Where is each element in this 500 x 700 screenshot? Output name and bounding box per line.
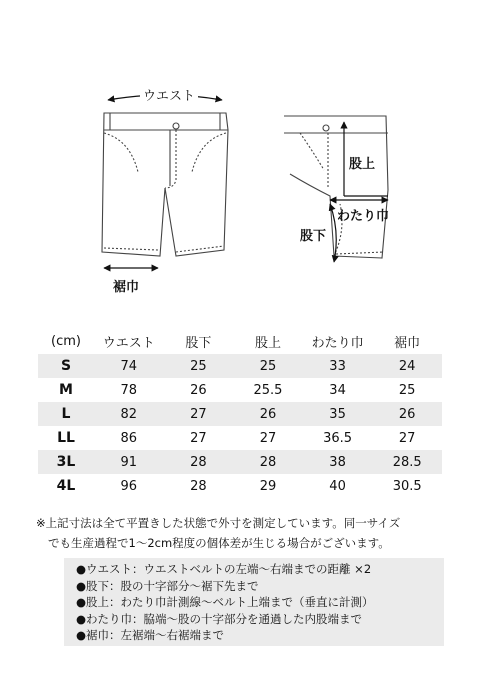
- header-waist: ウエスト: [102, 335, 155, 351]
- table-cell: 26: [372, 402, 442, 426]
- table-cell: 38: [303, 450, 373, 474]
- table-cell: 28: [233, 450, 303, 474]
- size-label: L: [38, 402, 94, 426]
- size-table: [38, 328, 442, 498]
- inseam-label: 股下: [300, 229, 327, 244]
- size-label: S: [38, 354, 94, 378]
- front-shorts-drawing: [102, 113, 228, 256]
- size-label: LL: [57, 430, 75, 446]
- size-label: 4L: [56, 478, 76, 494]
- table-cell: 28: [190, 478, 207, 494]
- table-cell: 33: [303, 354, 373, 378]
- table-cell: 96: [120, 478, 138, 494]
- header-inseam: 股下: [185, 335, 212, 351]
- table-cell: 36.5: [323, 430, 353, 446]
- table-cell: 29: [259, 478, 277, 494]
- table-cell: 91: [94, 450, 164, 474]
- table-cell: 27: [190, 430, 207, 446]
- size-label: M: [59, 382, 73, 398]
- table-cell: 26: [233, 402, 303, 426]
- table-header-row: [38, 328, 442, 354]
- table-cell: 27: [259, 430, 277, 446]
- table-cell: 35: [303, 402, 373, 426]
- table-cell: 26: [190, 382, 207, 398]
- table-cell: 78: [120, 382, 138, 398]
- table-cell: 25: [164, 354, 234, 378]
- legend-item-thigh: ●わたり巾：脇端〜股の十字部分を通過した内股端まで: [76, 611, 363, 626]
- header-hem: 裾巾: [394, 335, 421, 351]
- note-line-1: ※上記寸法は全て平置きした状態で外寸を測定しています。同一サイズ: [36, 516, 401, 530]
- table-cell: 27: [398, 430, 416, 446]
- header-rise: 股上: [254, 335, 281, 351]
- waist-label: ウエスト: [142, 89, 196, 104]
- measurement-diagram: [0, 0, 500, 320]
- table-row: [38, 450, 442, 474]
- table-row: [38, 402, 442, 426]
- note-line-2: でも生産過程で1〜2cm程度の個体差が生じる場合がございます。: [48, 536, 390, 550]
- table-row: [38, 378, 442, 402]
- thigh-label: わたり巾: [337, 209, 390, 224]
- hem-label: 裾巾: [113, 280, 140, 295]
- table-cell: 30.5: [392, 478, 422, 494]
- table-cell: 25: [233, 354, 303, 378]
- table-cell: 28.5: [372, 450, 442, 474]
- header-unit: (cm): [51, 333, 81, 349]
- table-cell: 86: [120, 430, 138, 446]
- table-cell: 25: [398, 382, 416, 398]
- table-cell: 82: [94, 402, 164, 426]
- measurement-note: [36, 513, 466, 553]
- table-row: [38, 354, 442, 378]
- table-cell: 24: [372, 354, 442, 378]
- legend-item-waist: ●ウエスト：ウエストベルトの左端〜右端までの距離 ×2: [76, 562, 372, 576]
- table-cell: 34: [329, 382, 346, 398]
- table-cell: 27: [164, 402, 234, 426]
- table-cell: 74: [94, 354, 164, 378]
- rise-label: 股上: [349, 157, 376, 172]
- size-label: 3L: [38, 450, 94, 474]
- legend-item-inseam: ●股下：股の十字部分〜裾下先まで: [76, 578, 259, 593]
- header-thigh: わたり巾: [311, 335, 364, 351]
- table-row: [38, 426, 442, 450]
- table-row: [38, 474, 442, 498]
- measurement-legend: [64, 558, 444, 646]
- table-cell: 25.5: [253, 382, 283, 398]
- table-cell: 28: [164, 450, 234, 474]
- legend-item-rise: ●股上：わたり巾計測線〜ベルト上端まで（垂直に計測）: [76, 595, 374, 610]
- legend-item-hem: ●裾巾：左裾端〜右裾端まで: [76, 628, 225, 643]
- table-cell: 40: [329, 478, 346, 494]
